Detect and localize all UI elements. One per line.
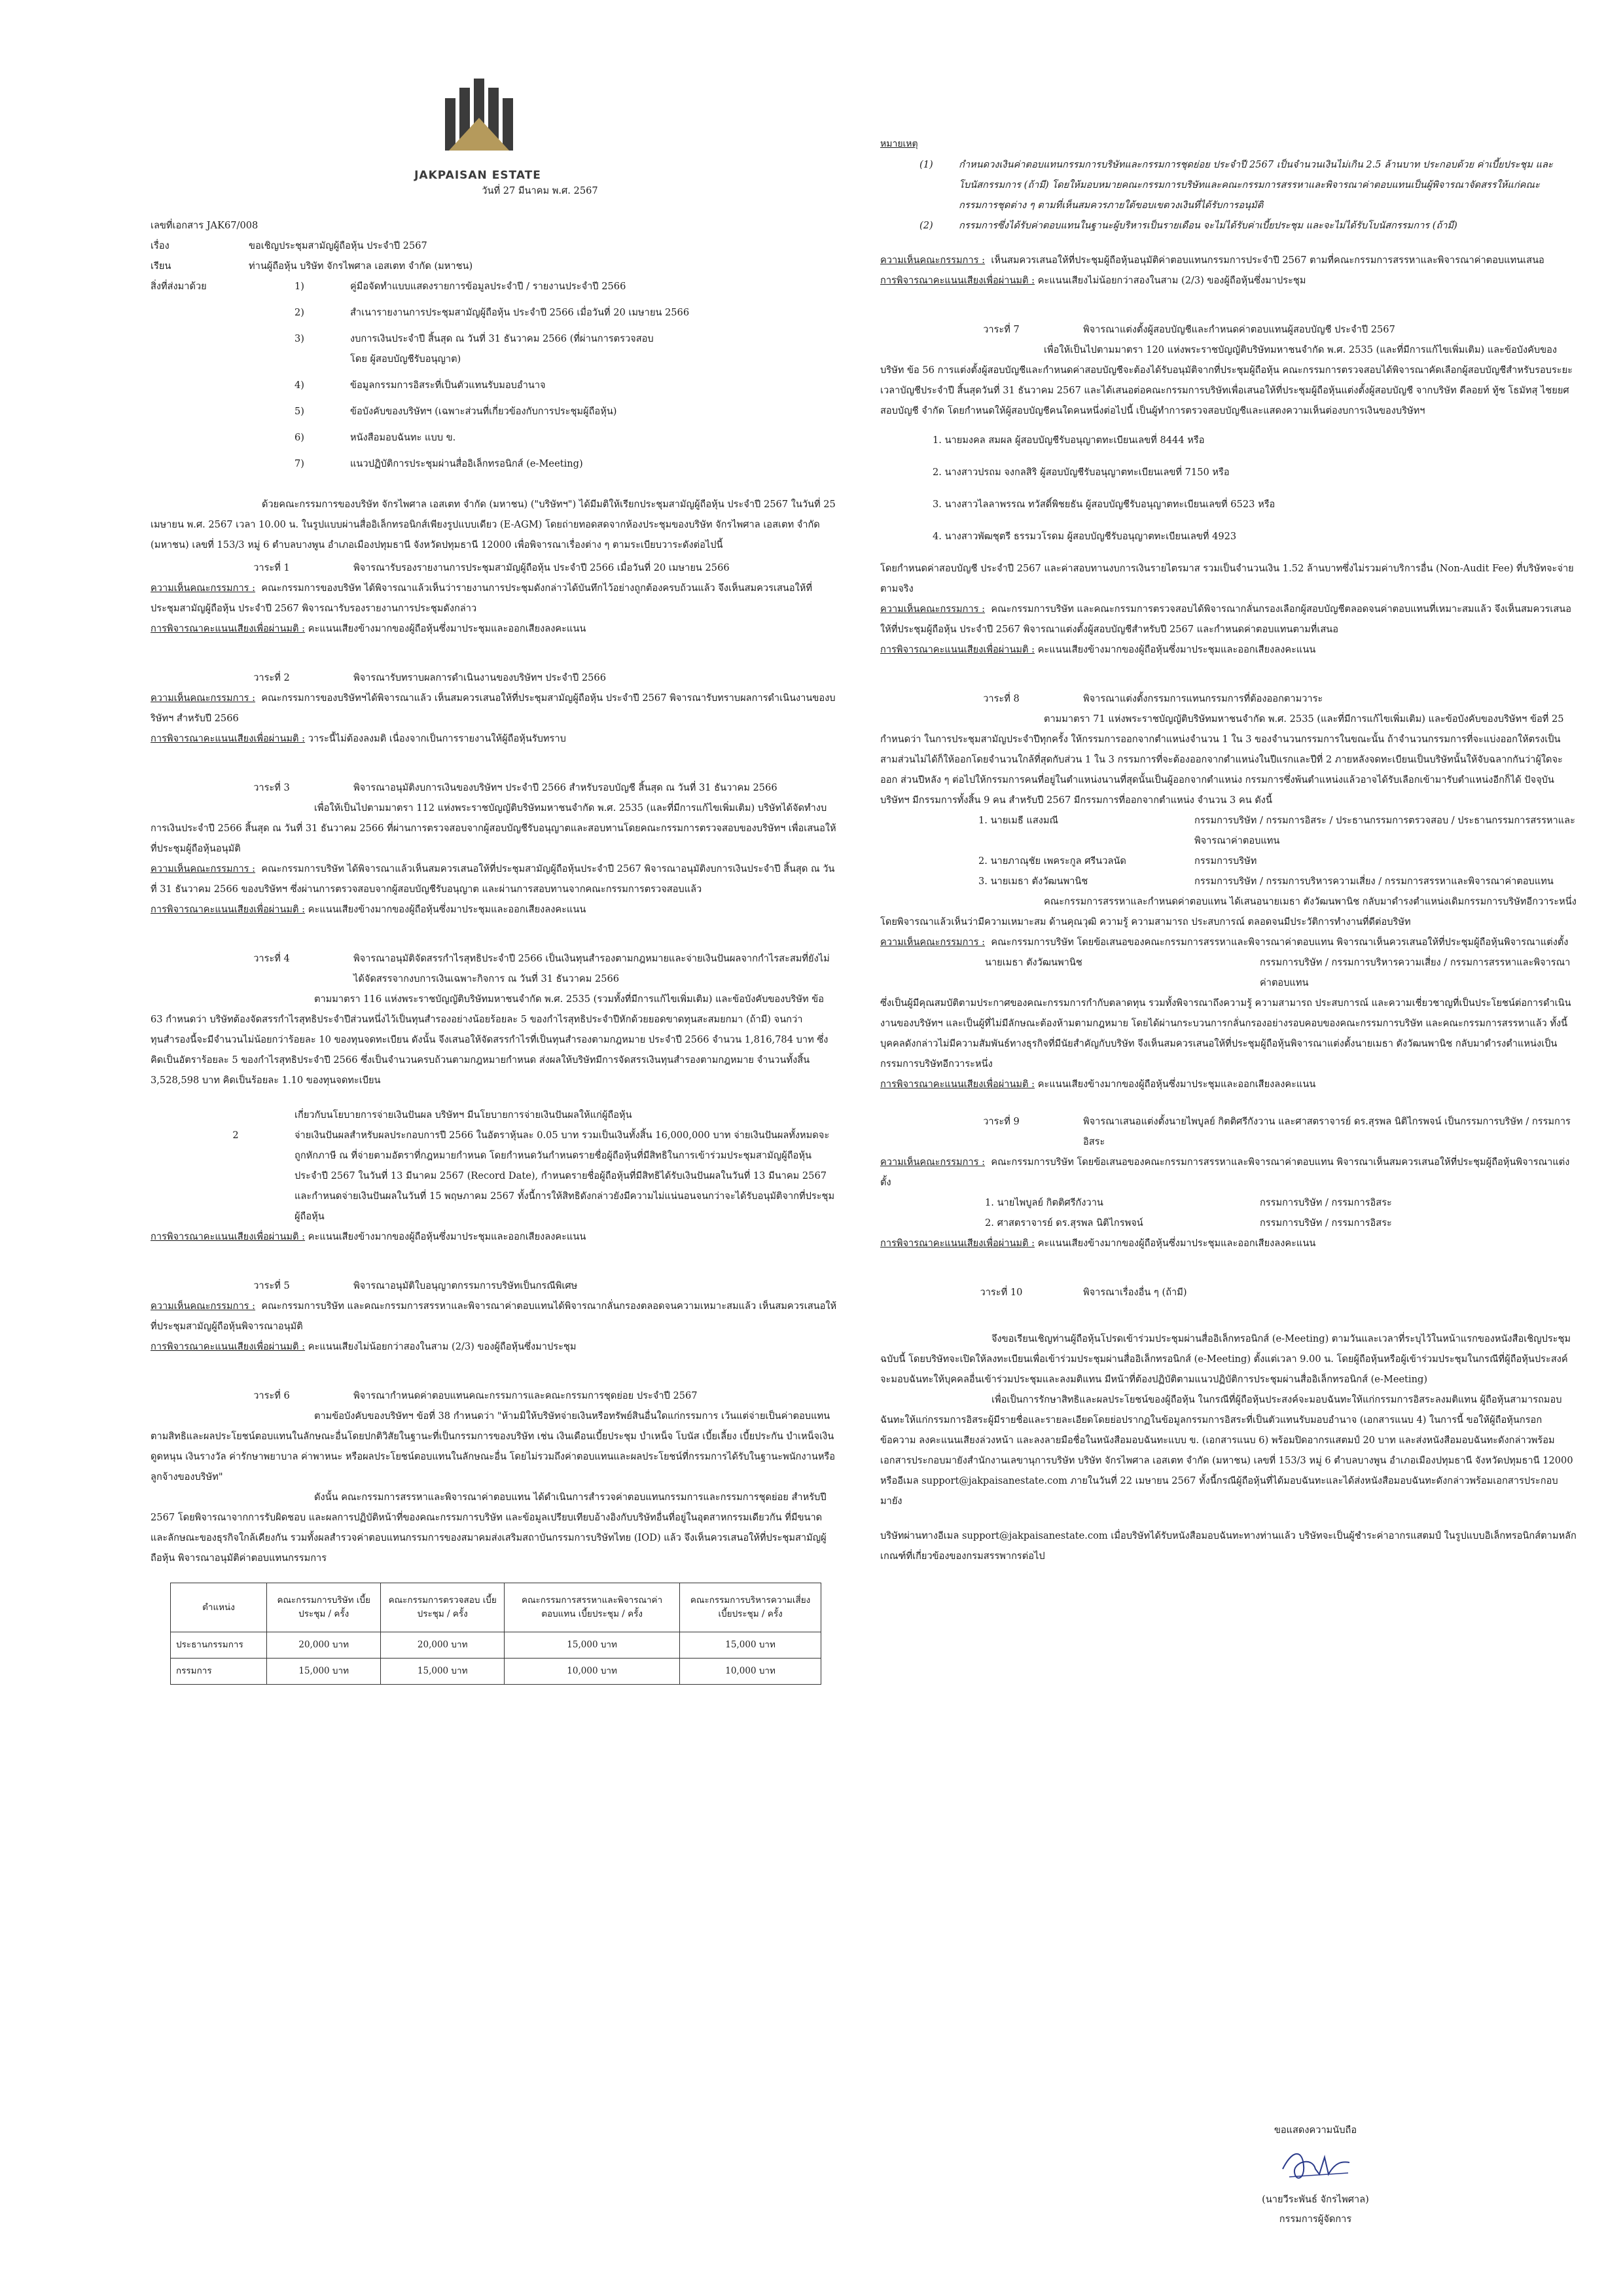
closing-paragraph-1: จึงขอเรียนเชิญท่านผู้ถือหุ้นโปรดเข้าร่วมประชุมผ่านสื่ออิเล็กทรอนิกส์ (e-Meeting) ตามวันและเวลาที่ระบุไว้ในหน้าแรกของหนังสือเชิญประชุมฉบับนี้ โดยบริษัทจะเปิดให้ลงทะเบียนเพื่อเข้าร่วมประชุมผ่านสื่ออิเล็กทรอนิกส์ (e-Meeting) ตั้งแต่เวลา 9.00 น. โดยผู้ถือหุ้นหรือผู้เข้าร่วมประชุมในกรณีที่ผู้ถือหุ้นประสงค์จะมอบฉันทะให้บุคคลอื่นเข้าร่วมประชุมและลงมติแทน มีหน้าที่ต้องปฏิบัติตามแนวปฏิบัติการประชุมผ่านสื่ออิเล็กทรอนิกส์ (e-Meeting)	[880, 1333, 1571, 1385]
company-logo	[419, 79, 537, 151]
nominee-position: กรรมการบริษัท / กรรมการอิสระ	[1260, 1217, 1392, 1229]
agenda-8-body-2: คณะกรรมการสรรหาและกำหนดค่าตอบแทน ได้เสนอนายเมธา ตังวัฒนพานิช กลับมาดำรงตำแหน่งเดิมกรรมการบริษัทอีกวาระหนึ่ง โดยพิจารณาแล้วเห็นว่ามีความเหมาะสม ด้านคุณวุฒิ ความรู้ ความสามารถ ประสบการณ์ ตลอดจนมีประวัติการทำงานที่ดีต่อบริษัท	[880, 896, 1577, 927]
intro-paragraph: ด้วยคณะกรรมการของบริษัท จักรไพศาล เอสเตท จำกัด (มหาชน) ("บริษัทฯ") ได้มีมติให้เรียกประชุมสามัญผู้ถือหุ้น ประจำปี 2567 ในวันที่ 25 เมษายน พ.ศ. 2567 เวลา 10.00 น. ในรูปแบบผ่านสื่ออิเล็กทรอนิกส์เพียงรูปแบบเดียว (E-AGM) โดยถ่ายทอดสดจากห้องประชุมของบริษัท จักรไพศาล เอสเตท จำกัด (มหาชน) เลขที่ 153/3 หมู่ 6 ตำบลบางพูน อำเภอเมืองปทุมธานี จังหวัดปทุมธานี 12000 เพื่อพิจารณาเรื่องต่าง ๆ ตามระเบียบวาระดังต่อไปนี้	[151, 499, 836, 550]
compensation-table	[170, 1583, 821, 1685]
director-name: 1. นายเมธี แสงมณี	[978, 815, 1059, 826]
agenda-number: วาระที่ 3	[253, 782, 290, 793]
agenda-number: วาระที่ 8	[983, 693, 1020, 704]
enclosure-item	[249, 375, 838, 395]
enclosure-text: หนังสือมอบฉันทะ แบบ ข.	[350, 432, 456, 443]
agenda-1-opinion	[151, 578, 838, 619]
enclosure-number: 6)	[294, 432, 304, 443]
enclosure-text: ข้อบังคับของบริษัทฯ (เฉพาะส่วนที่เกี่ยวข้องกับการประชุมผู้ถือหุ้น)	[350, 406, 617, 417]
list-item: 3. นางสาวไลลาพรรณ ทวัสดิ์พิชยธัน ผู้สอบบัญชีรับอนุญาตทะเบียนเลขที่ 6523 หรือ	[933, 499, 1275, 510]
agenda-number: วาระที่ 10	[980, 1287, 1023, 1298]
agenda-title: พิจารณากำหนดค่าตอบแทนคณะกรรมการและคณะกรรมการชุดย่อย ประจำปี 2567	[353, 1390, 698, 1401]
note-item	[919, 215, 1577, 236]
table-row	[171, 1632, 821, 1659]
enclosure-text: สำเนารายงานการประชุมสามัญผู้ถือหุ้น ประจำปี 2566 เมื่อวันที่ 20 เมษายน 2566	[350, 307, 690, 318]
enclosure-text: คู่มือจัดทำแบบแสดงรายการข้อมูลประจำปี / รายงานประจำปี 2566	[350, 281, 626, 292]
right-column	[880, 134, 1577, 1566]
subject-row	[151, 236, 838, 256]
enclosure-number: 1)	[294, 281, 304, 292]
opinion-text: คณะกรรมการของบริษัท ได้พิจารณาแล้วเห็นว่ารายงานการประชุมดังกล่าวได้บันทึกไว้อย่างถูกต้องครบถ้วนแล้ว จึงเห็นสมควรเสนอให้ที่ประชุมสามัญผู้ถือหุ้น ประจำปี 2567 พิจารณารับรองรายงานการประชุมดังกล่าว	[151, 583, 812, 614]
agenda-2-opinion	[151, 688, 838, 728]
table-header: คณะกรรมการบริหารความเสี่ยง เบี้ยประชุม / ครั้ง	[680, 1583, 821, 1632]
table-header: คณะกรรมการสรรหาและพิจารณาค่าตอบแทน เบี้ยประชุม / ครั้ง	[505, 1583, 680, 1632]
vote-label: การพิจารณาคะแนนเสียงเพื่อผ่านมติ :	[151, 623, 306, 634]
dividend-number: 2	[232, 1130, 239, 1141]
opinion-label: ความเห็นคณะกรรมการ :	[880, 603, 986, 615]
left-column	[151, 177, 838, 1685]
enclosure-item	[249, 302, 838, 323]
agenda-title: พิจารณาแต่งตั้งผู้สอบบัญชีและกำหนดค่าตอบแทนผู้สอบบัญชี ประจำปี 2567	[1083, 324, 1395, 335]
vote-text: คะแนนเสียงข้างมากของผู้ถือหุ้นซึ่งมาประชุมและออกเสียงลงคะแนน	[308, 1231, 586, 1242]
agenda-number: วาระที่ 5	[253, 1280, 290, 1291]
vote-label: การพิจารณาคะแนนเสียงเพื่อผ่านมติ :	[880, 275, 1035, 286]
table-cell: 10,000 บาท	[680, 1659, 821, 1685]
list-item: 2. นางสาวปรถม จงกลสิริ ผู้สอบบัญชีรับอนุญาตทะเบียนเลขที่ 7150 หรือ	[933, 467, 1230, 478]
nominee-list	[985, 1193, 1577, 1233]
director-position: กรรมการบริษัท / กรรมการบริหารความเสี่ยง / กรรมการสรรหาและพิจารณาค่าตอบแทน	[1194, 876, 1554, 887]
notes-list	[880, 154, 1577, 236]
table-cell: 15,000 บาท	[505, 1632, 680, 1659]
agenda-8-body-1: ตามมาตรา 71 แห่งพระราชบัญญัติบริษัทมหาชนจำกัด พ.ศ. 2535 (และที่มีการแก้ไขเพิ่มเติม) และข้อบังคับของบริษัทฯ ข้อที่ 25 กำหนดว่า ในการประชุมสามัญประจำปีทุกครั้ง ให้กรรมการออกจากตำแหน่งจำนวน 1 ใน 3 ของจำนวนกรรมการในขณะนั้น ถ้าจำนวนกรรมการที่จะแบ่งออกให้ตรงเป็นสามส่วนไม่ได้ก็ให้ออกโดยจำนวนใกล้ที่สุดกับส่วน 1 ใน 3 กรรมการที่จะต้องออกจากตำแหน่งในปีแรกและปีที่ 2 ภายหลังจดทะเบียนเป็นบริษัทนั้นให้จับฉลากกันว่าผู้ใดจะออก ส่วนปีหลัง ๆ ต่อไปให้กรรมการคนที่อยู่ในตำแหน่งนานที่สุดนั้นเป็นผู้ออกจากตำแหน่ง กรรมการซึ่งพ้นตำแหน่งแล้วอาจได้รับเลือกเข้ามารับตำแหน่งอีกก็ได้ ปัจจุบันบริษัทฯ มีกรรมการทั้งสิ้น 9 คน สำหรับปี 2567 มีกรรมการที่ออกจากตำแหน่ง จำนวน 3 คน ดังนี้	[880, 713, 1564, 806]
agenda-3-vote	[151, 899, 838, 920]
director-name: 3. นายเมธา ตังวัฒนพานิช	[978, 876, 1088, 887]
auditor-list	[933, 430, 1577, 547]
vote-text: คะแนนเสียงไม่น้อยกว่าสองในสาม (2/3) ของผู้ถือหุ้นซึ่งมาประชุม	[1037, 275, 1306, 286]
agenda-title: พิจารณารับทราบผลการดำเนินงานของบริษัทฯ ประจำปี 2566	[353, 672, 607, 683]
nominee-name: 2. ศาสตราจารย์ ดร.สุรพล นิติไกรพจน์	[985, 1217, 1143, 1229]
director-name: 2. นายภาณุชัย เพคระกูล ศรีนวลนัด	[978, 855, 1126, 867]
table-cell: 15,000 บาท	[680, 1632, 821, 1659]
enclosure-number: 2)	[294, 307, 304, 318]
vote-label: การพิจารณาคะแนนเสียงเพื่อผ่านมติ :	[880, 1079, 1035, 1090]
vote-text: คะแนนเสียงข้างมากของผู้ถือหุ้นซึ่งมาประชุมและออกเสียงลงคะแนน	[308, 904, 586, 915]
company-name: JAKPAISAN ESTATE	[414, 169, 541, 182]
agenda-title: พิจารณาอนุมัติจัดสรรกำไรสุทธิประจำปี 2566 เป็นเงินทุนสำรองตามกฎหมายและจ่ายเงินปันผลจากกำไรสะสมที่ยังไม่ได้จัดสรรจากงบการเงินเฉพาะกิจการ ณ วันที่ 31 ธันวาคม 2566	[353, 953, 830, 984]
agenda-7-opinion	[880, 599, 1577, 639]
vote-text: วาระนี้ไม่ต้องลงมติ เนื่องจากเป็นการรายงานให้ผู้ถือหุ้นรับทราบ	[308, 733, 566, 744]
vote-text: คะแนนเสียงไม่น้อยกว่าสองในสาม (2/3) ของผู้ถือหุ้นซึ่งมาประชุม	[308, 1341, 577, 1352]
agenda-7-heading	[880, 319, 1577, 340]
recipient-label: เรียน	[151, 260, 171, 272]
vote-label: การพิจารณาคะแนนเสียงเพื่อผ่านมติ :	[880, 1238, 1035, 1249]
list-item: 4. นางสาวพัฒชุตรี ธรรมวโรดม ผู้สอบบัญชีรับอนุญาตทะเบียนเลขที่ 4923	[933, 531, 1237, 542]
agenda-7-body-2: โดยกำหนดค่าสอบบัญชี ประจำปี 2567 และค่าสอบทานงบการเงินรายไตรมาส รวมเป็นจำนวนเงิน 1.52 ล้านบาทซึ่งไม่รวมค่าบริการอื่น (Non-Audit Fee) ที่บริษัทจะจ่ายตามจริง	[880, 563, 1574, 594]
agenda-9-heading	[880, 1111, 1577, 1152]
enclosure-item	[249, 454, 838, 474]
recipient-text: ท่านผู้ถือหุ้น บริษัท จักรไพศาล เอสเตท จำกัด (มหาชน)	[249, 260, 473, 272]
note-number: (1)	[919, 159, 933, 170]
agenda-7-body-1: เพื่อให้เป็นไปตามมาตรา 120 แห่งพระราชบัญญัติบริษัทมหาชนจำกัด พ.ศ. 2535 (และที่มีการแก้ไขเพิ่มเติม) และข้อบังคับของบริษัท ข้อ 56 การแต่งตั้งผู้สอบบัญชีและกำหนดค่าสอบบัญชีจะต้องได้รับอนุมัติจากที่ประชุมผู้ถือหุ้น คณะกรรมการตรวจสอบได้พิจารณาคัดเลือกผู้สอบบัญชีสำหรับรอบระยะเวลาบัญชีประจำปี สิ้นสุดวันที่ 31 ธันวาคม 2567 และได้เสนอต่อคณะกรรมการบริษัทเพื่อเสนอให้ที่ประชุมผู้ถือหุ้นแต่งตั้งผู้สอบบัญชี จากบริษัท ดีลอยท์ ทู้ช โธมัทสุ ไชยยศ สอบบัญชี จำกัด โดยกำหนดให้ผู้สอบบัญชีคนใดคนหนึ่งต่อไปนี้ เป็นผู้ทำการตรวจสอบบัญชีและแสดงความเห็นต่องบการเงินของบริษัทฯ	[880, 344, 1573, 416]
agenda-8-body-3: ซึ่งเป็นผู้มีคุณสมบัติตามประกาศของคณะกรรมการกำกับตลาดทุน รวมทั้งพิจารณาถึงความรู้ ความสามารถ ประสบการณ์ และความเชี่ยวชาญที่เป็นประโยชน์ต่อการดำเนินงานของบริษัทฯ และเป็นผู้ที่ไม่มีลักษณะต้องห้ามตามกฎหมาย โดยได้ผ่านกระบวนการกลั่นกรองอย่างรอบคอบของคณะกรรมการบริษัท และคณะกรรมการสรรหาแล้ว ทั้งนี้ บุคคลดังกล่าวไม่มีความสัมพันธ์ทางธุรกิจที่มีนัยสำคัญกับบริษัท จึงเห็นสมควรเสนอให้ที่ประชุมผู้ถือหุ้นพิจารณาแต่งตั้งนายเมธา ตังวัฒนพานิช กลับมาดำรงตำแหน่งเป็นกรรมการบริษัทอีกวาระหนึ่ง	[880, 997, 1571, 1069]
retiring-directors	[978, 810, 1577, 891]
agenda-number: วาระที่ 1	[253, 562, 290, 573]
dividend-text: จ่ายเงินปันผลสำหรับผลประกอบการปี 2566 ในอัตราหุ้นละ 0.05 บาท รวมเป็นเงินทั้งสิ้น 16,000,000 บาท จ่ายเงินปันผลทั้งหมดจะถูกหักภาษี ณ ที่จ่ายตามอัตราที่กฎหมายกำหนด โดยกำหนดวันกำหนดรายชื่อผู้ถือหุ้นที่มีสิทธิในการเข้าร่วมประชุมสามัญผู้ถือหุ้น ประจำปี 2567 ในวันที่ 13 มีนาคม 2567 (Record Date), กำหนดรายชื่อผู้ถือหุ้นที่มีสิทธิได้รับเงินปันผลในวันที่ 13 มีนาคม 2567 และกำหนดจ่ายเงินปันผลในวันที่ 15 พฤษภาคม 2567 ทั้งนี้การให้สิทธิดังกล่าวยังมีความไม่แน่นอนจนกว่าจะได้รับอนุมัติจากที่ประชุมผู้ถือหุ้น	[294, 1130, 835, 1222]
director-position: กรรมการบริษัท / กรรมการอิสระ / ประธานกรรมการตรวจสอบ / ประธานกรรมการสรรหาและพิจารณาค่าตอบแทน	[1194, 815, 1575, 846]
agenda-title: พิจารณาอนุมัติใบอนุญาตกรรมการบริษัทเป็นกรณีพิเศษ	[353, 1280, 578, 1291]
vote-label: การพิจารณาคะแนนเสียงเพื่อผ่านมติ :	[151, 733, 306, 744]
agenda-3-opinion	[151, 859, 838, 899]
agenda-9-opinion	[880, 1152, 1577, 1193]
opinion-label: ความเห็นคณะกรรมการ :	[880, 937, 986, 948]
vote-label: การพิจารณาคะแนนเสียงเพื่อผ่านมติ :	[151, 904, 306, 915]
signature-block	[1230, 2121, 1400, 2229]
agenda-5-opinion	[151, 1296, 838, 1336]
signatory-title: กรรมการผู้จัดการ	[1279, 2214, 1352, 2225]
enclosure-item	[249, 401, 838, 422]
table-cell: 15,000 บาท	[381, 1659, 505, 1685]
agenda-5-heading	[151, 1276, 838, 1296]
table-cell: ประธานกรรมการ	[171, 1632, 267, 1659]
opinion-text: คณะกรรมการของบริษัทฯได้พิจารณาแล้ว เห็นสมควรเสนอให้ที่ประชุมสามัญผู้ถือหุ้น ประจำปี 2567 พิจารณารับทราบผลการดำเนินงานของบริษัทฯ สำหรับปี 2566	[151, 692, 836, 724]
vote-label: การพิจารณาคะแนนเสียงเพื่อผ่านมติ :	[880, 644, 1035, 655]
agenda-1-heading	[151, 558, 838, 578]
agenda-title: พิจารณารับรองรายงานการประชุมสามัญผู้ถือหุ้น ประจำปี 2566 เมื่อวันที่ 20 เมษายน 2566	[353, 562, 730, 573]
agenda-4-heading	[151, 948, 838, 989]
list-item: 1. นายมงคล สมผล ผู้สอบบัญชีรับอนุญาตทะเบียนเลขที่ 8444 หรือ	[933, 435, 1205, 446]
enclosure-number: 7)	[294, 458, 304, 469]
table-row	[171, 1659, 821, 1685]
enclosure-item	[249, 276, 838, 296]
agenda-6-body-2: ดังนั้น คณะกรรมการสรรหาและพิจารณาค่าตอบแทน ได้ดำเนินการสำรวจค่าตอบแทนกรรมการและกรรมการชุดย่อย สำหรับปี 2567 โดยพิจารณาจากการรับผิดชอบ และผลการปฏิบัติหน้าที่ของคณะกรรมการบริษัท และข้อมูลเปรียบเทียบอ้างอิงกับบริษัทอื่นที่อยู่ในอุตสาหกรรมเดียวกัน ที่มีขนาดและลักษณะของธุรกิจใกล้เคียงกัน รวมทั้งผลสำรวจค่าตอบแทนกรรมการของสมาคมส่งเสริมสถาบันกรรมการบริษัทไทย (IOD) แล้ว จึงเห็นควรเสนอให้ที่ประชุมสามัญผู้ถือหุ้น พิจารณาอนุมัติค่าตอบแทนกรรมการ	[151, 1492, 827, 1564]
agenda-8-vote	[880, 1074, 1577, 1094]
agenda-3-heading	[151, 778, 838, 798]
agenda-5-vote	[151, 1336, 838, 1357]
agenda-title: พิจารณาแต่งตั้งกรรมการแทนกรรมการที่ต้องออกตามวาระ	[1083, 693, 1323, 704]
vote-text: คะแนนเสียงข้างมากของผู้ถือหุ้นซึ่งมาประชุมและออกเสียงลงคะแนน	[1037, 1079, 1316, 1090]
opinion-label: ความเห็นคณะกรรมการ :	[151, 583, 256, 594]
table-cell: 20,000 บาท	[267, 1632, 381, 1659]
enclosure-text: งบการเงินประจำปี สิ้นสุด ณ วันที่ 31 ธันวาคม 2566 (ที่ผ่านการตรวจสอบโดย ผู้สอบบัญชีรับอนุญาต)	[350, 333, 654, 365]
handwritten-signature	[1276, 2143, 1355, 2189]
enclosure-block	[151, 276, 838, 480]
enclosure-text: แนวปฏิบัติการประชุมผ่านสื่ออิเล็กทรอนิกส์ (e-Meeting)	[350, 458, 583, 469]
agenda-6-body-1: ตามข้อบังคับของบริษัทฯ ข้อที่ 38 กำหนดว่า "ห้ามมิให้บริษัทจ่ายเงินหรือทรัพย์สินอื่นใดแก่กรรมการ เว้นแต่จ่ายเป็นค่าตอบแทนตามสิทธิและผลประโยชน์ตอบแทนในลักษณะอื่นโดยปกติวิสัยในฐานะที่เป็นกรรมการของบริษัท เช่น เงินเดือนเบี้ยประชุม บำเหน็จ โบนัส เบี้ยเลี้ยง เบี้ยประกัน บำเหน็จเงินดูดหนุน เงินรางวัล ค่ารักษาพยาบาล ค่าพาหนะ หรือผลประโยชน์ตอบแทนในลักษณะอื่น โดยไม่รวมถึงค่าตอบแทนและผลประโยชน์ที่กรรมการได้รับในฐานะพนักงานหรือลูกจ้างของบริษัท"	[151, 1410, 836, 1482]
enclosure-text: ข้อมูลกรรมการอิสระที่เป็นตัวแทนรับมอบอำนาจ	[350, 380, 546, 391]
enclosure-number: 5)	[294, 406, 304, 417]
agenda-6-opinion	[880, 250, 1577, 270]
agenda-1-vote	[151, 619, 838, 639]
agenda-3-body: เพื่อให้เป็นไปตามมาตรา 112 แห่งพระราชบัญญัติบริษัทมหาชนจำกัด พ.ศ. 2535 (และที่มีการแก้ไขเพิ่มเติม) บริษัทได้จัดทำงบการเงินประจำปี 2566 สิ้นสุด ณ วันที่ 31 ธันวาคม 2566 ที่ผ่านการตรวจสอบจากผู้สอบบัญชีรับอนุญาตและสอบทานโดยคณะกรรมการตรวจสอบของบริษัทฯ เพื่อเสนอให้ที่ประชุมผู้ถือหุ้นอนุมัติ	[151, 802, 836, 854]
enclosure-number: 4)	[294, 380, 304, 391]
agenda-7-vote	[880, 639, 1577, 660]
closing-paragraph-2: เพื่อเป็นการรักษาสิทธิและผลประโยชน์ของผู้ถือหุ้น ในกรณีที่ผู้ถือหุ้นประสงค์จะมอบฉันทะให้แก่กรรมการอิสระลงมติแทน ผู้ถือหุ้นสามารถมอบฉันทะให้แก่กรรมการอิสระผู้มีรายชื่อและรายละเอียดโดยย่อปรากฏในข้อมูลกรรมการอิสระที่เป็นตัวแทนรับมอบอำนาจ (เอกสารแนบ 4) ในการนี้ ขอให้ผู้ถือหุ้นกรอกข้อความ ลงคะแนนเสียงล่วงหน้า และลงลายมือชื่อในหนังสือมอบฉันทะแบบ ข. (เอกสารแนบ 6) พร้อมปิดอากรแสตมป์ 20 บาท และส่งหนังสือมอบฉันทะดังกล่าวพร้อมเอกสารประกอบมายังสำนักงานเลขานุการบริษัท บริษัท จักรไพศาล เอสเตท จำกัด (มหาชน) เลขที่ 153/3 หมู่ 6 ตำบลบางพูน อำเภอเมืองปทุมธานี จังหวัดปทุมธานี 12000 หรืออีเมล support@jakpaisanestate.com ภายในวันที่ 22 เมษายน 2567 ทั้งนี้กรณีผู้ถือหุ้นที่ได้มอบฉันทะและได้ส่งหนังสือมอบฉันทะดังกล่าวพร้อมเอกสารประกอบมายัง	[880, 1394, 1573, 1507]
table-header: คณะกรรมการตรวจสอบ เบี้ยประชุม / ครั้ง	[381, 1583, 505, 1632]
opinion-text: คณะกรรมการบริษัท โดยข้อเสนอของคณะกรรมการสรรหาและพิจารณาค่าตอบแทน พิจารณาเห็นควรเสนอให้ที่ประชุมผู้ถือหุ้นพิจารณาแต่งตั้ง	[991, 937, 1569, 948]
table-header: คณะกรรมการบริษัท เบี้ยประชุม / ครั้ง	[267, 1583, 381, 1632]
table-cell: กรรมการ	[171, 1659, 267, 1685]
agenda-title: พิจารณาเรื่องอื่น ๆ (ถ้ามี)	[1083, 1287, 1187, 1298]
table-cell: 10,000 บาท	[505, 1659, 680, 1685]
agenda-4-body-1: ตามมาตรา 116 แห่งพระราชบัญญัติบริษัทมหาชนจำกัด พ.ศ. 2535 (รวมทั้งที่มีการแก้ไขเพิ่มเติม) และข้อบังคับของบริษัท ข้อ 63 กำหนดว่า บริษัทต้องจัดสรรกำไรสุทธิประจำปีส่วนหนึ่งไว้เป็นทุนสำรองอย่างน้อยร้อยละ 5 ของกำไรสุทธิประจำปีหักด้วยยอดขาดทุนสะสมยกมา (ถ้ามี) จนกว่าทุนสำรองนี้จะมีจำนวนไม่น้อยกว่าร้อยละ 10 ของทุนจดทะเบียน ดังนั้น จึงเสนอให้จัดสรรกำไรที่เป็นทุนสำรองตามกฎหมาย ประจำปี 2566 จำนวน 1,816,784 บาท ซึ่งคิดเป็นอัตราร้อยละ 5 ของกำไรสุทธิประจำปี 2566 ซึ่งเป็นจำนวนครบถ้วนตามกฎหมายกำหนด ส่งผลให้บริษัทมีการจัดสรรเงินทุนสำรองตามกฎหมาย จำนวนทั้งสิ้น 3,528,598 บาท คิดเป็นร้อยละ 1.10 ของทุนจดทะเบียน	[151, 994, 829, 1086]
agenda-8-opinion	[880, 932, 1577, 952]
enclosure-label: สิ่งที่ส่งมาด้วย	[151, 281, 207, 292]
recipient-row	[151, 256, 838, 276]
subject-text: ขอเชิญประชุมสามัญผู้ถือหุ้น ประจำปี 2567	[249, 240, 427, 251]
agenda-2-vote	[151, 728, 838, 749]
opinion-label: ความเห็นคณะกรรมการ :	[151, 863, 256, 874]
vote-label: การพิจารณาคะแนนเสียงเพื่อผ่านมติ :	[151, 1341, 306, 1352]
enclosure-item	[249, 427, 838, 448]
signatory-name: (นายวีระพันธ์ จักรไพศาล)	[1262, 2194, 1369, 2205]
agenda-title: พิจารณาเสนอแต่งตั้งนายไพบูลย์ กิตติศรีกังวาน และศาสตราจารย์ ดร.สุรพล นิติไกรพจน์ เป็นกรรมการบริษัท / กรรมการอิสระ	[1083, 1116, 1571, 1147]
table-header-row	[171, 1583, 821, 1632]
letter-date: วันที่ 27 มีนาคม พ.ศ. 2567	[482, 185, 598, 196]
opinion-text: คณะกรรมการบริษัท ได้พิจารณาแล้วเห็นสมควรเสนอให้ที่ประชุมสามัญผู้ถือหุ้นประจำปี 2567 พิจารณาอนุมัติงบการเงินประจำปี สิ้นสุด ณ วันที่ 31 ธันวาคม 2566 ของบริษัทฯ ซึ่งผ่านการตรวจสอบจากผู้สอบบัญชีรับอนุญาต และผ่านการสอบทานจากคณะกรรมการตรวจสอบแล้ว	[151, 863, 835, 895]
opinion-text: เห็นสมควรเสนอให้ที่ประชุมผู้ถือหุ้นอนุมัติค่าตอบแทนกรรมการประจำปี 2567 ตามที่คณะกรรมการสรรหาและพิจารณาค่าตอบแทนเสนอ	[991, 255, 1544, 266]
agenda-4-dividend	[151, 1125, 838, 1227]
opinion-label: ความเห็นคณะกรรมการ :	[880, 255, 986, 266]
opinion-label: ความเห็นคณะกรรมการ :	[880, 1157, 986, 1168]
agenda-number: วาระที่ 9	[983, 1116, 1020, 1127]
subject-label: เรื่อง	[151, 240, 169, 251]
note-item	[919, 154, 1577, 215]
document-number: เลขที่เอกสาร JAK67/008	[151, 220, 259, 231]
nominee-row	[985, 952, 1577, 993]
opinion-label: ความเห็นคณะกรรมการ :	[151, 1300, 256, 1312]
note-text: กำหนดวงเงินค่าตอบแทนกรรมการบริษัทและกรรมการชุดย่อย ประจำปี 2567 เป็นจำนวนเงินไม่เกิน 2.5 ล้านบาท ประกอบด้วย ค่าเบี้ยประชุม และ โบนัสกรรมการ (ถ้ามี) โดยให้มอบหมายคณะกรรมการบริษัทและคณะกรรมการสรรหาและพิจารณาค่าตอบแทนเป็นผู้พิจารณาจัดสรรให้แก่คณะกรรมการชุดต่าง ๆ ตามที่เห็นสมควรภายใต้ขอบเขตวงเงินที่ได้รับการอนุมัติ	[959, 159, 1553, 211]
enclosure-number: 3)	[294, 333, 304, 344]
director-position: กรรมการบริษัท	[1194, 855, 1257, 867]
agenda-4-dividend-intro: เกี่ยวกับนโยบายการจ่ายเงินปันผล บริษัทฯ มีนโยบายการจ่ายเงินปันผลให้แก่ผู้ถือหุ้น	[294, 1109, 632, 1121]
vote-text: คะแนนเสียงข้างมากของผู้ถือหุ้นซึ่งมาประชุมและออกเสียงลงคะแนน	[1037, 644, 1316, 655]
opinion-text: คณะกรรมการบริษัท และคณะกรรมการตรวจสอบได้พิจารณากลั่นกรองเลือกผู้สอบบัญชีตลอดจนค่าตอบแทนที่เหมาะสมแล้ว จึงเห็นสมควรเสนอให้ที่ประชุมผู้ถือหุ้น ประจำปี 2567 พิจารณาแต่งตั้งผู้สอบบัญชีสำหรับปี 2567 และกำหนดค่าตอบแทนตามที่เสนอ	[880, 603, 1571, 635]
nominee-position: กรรมการบริษัท / กรรมการบริหารความเสี่ยง / กรรมการสรรหาและพิจารณาค่าตอบแทน	[1260, 957, 1571, 988]
nominee-name: 1. นายไพบูลย์ กิตติศรีกังวาน	[985, 1197, 1103, 1208]
agenda-4-vote	[151, 1227, 838, 1247]
agenda-number: วาระที่ 6	[253, 1390, 290, 1401]
note-text: กรรมการซึ่งได้รับค่าตอบแทนในฐานะผู้บริหารเป็นรายเดือน จะไม่ได้รับค่าเบี้ยประชุม และจะไม่ได้รับโบนัสกรรมการ (ถ้ามี)	[959, 220, 1457, 231]
opinion-text: คณะกรรมการบริษัท โดยข้อเสนอของคณะกรรมการสรรหาและพิจารณาค่าตอบแทน พิจารณาเห็นสมควรเสนอให้ที่ประชุมผู้ถือหุ้นพิจารณาแต่งตั้ง	[880, 1157, 1570, 1188]
agenda-10-heading	[880, 1282, 1577, 1302]
opinion-text: คณะกรรมการบริษัท และคณะกรรมการสรรหาและพิจารณาค่าตอบแทนได้พิจารณากลั่นกรองตลอดจนความเหมาะสมแล้ว เห็นสมควรเสนอให้ที่ประชุมสามัญผู้ถือหุ้นพิจารณาอนุมัติ	[151, 1300, 837, 1332]
nominee-position: กรรมการบริษัท / กรรมการอิสระ	[1260, 1197, 1392, 1208]
table-header: ตำแหน่ง	[171, 1583, 267, 1632]
vote-text: คะแนนเสียงข้างมากของผู้ถือหุ้นซึ่งมาประชุมและออกเสียงลงคะแนน	[1037, 1238, 1316, 1249]
notes-title: หมายเหตุ	[880, 139, 918, 149]
agenda-title: พิจารณาอนุมัติงบการเงินของบริษัทฯ ประจำปี 2566 สำหรับรอบบัญชี สิ้นสุด ณ วันที่ 31 ธันวาคม 2566	[353, 782, 777, 793]
vote-text: คะแนนเสียงข้างมากของผู้ถือหุ้นซึ่งมาประชุมและออกเสียงลงคะแนน	[308, 623, 586, 634]
table-cell: 20,000 บาท	[381, 1632, 505, 1659]
opinion-label: ความเห็นคณะกรรมการ :	[151, 692, 256, 704]
closing-paragraph-3: บริษัทผ่านทางอีเมล support@jakpaisanestate.com เมื่อบริษัทได้รับหนังสือมอบฉันทะทางท่านแล้ว บริษัทจะเป็นผู้ชำระค่าอากรแสตมป์ ในรูปแบบอิเล็กทรอนิกส์ตามหลักเกณฑ์ที่เกี่ยวข้องของกรมสรรพากรต่อไป	[880, 1530, 1577, 1562]
agenda-number: วาระที่ 7	[983, 324, 1020, 335]
agenda-2-heading	[151, 668, 838, 688]
regards-text: ขอแสดงความนับถือ	[1274, 2125, 1357, 2136]
agenda-number: วาระที่ 4	[253, 953, 290, 964]
vote-label: การพิจารณาคะแนนเสียงเพื่อผ่านมติ :	[151, 1231, 306, 1242]
agenda-number: วาระที่ 2	[253, 672, 290, 683]
enclosure-item	[249, 329, 838, 369]
agenda-9-vote	[880, 1233, 1577, 1253]
note-number: (2)	[919, 220, 933, 231]
agenda-6-heading	[151, 1386, 838, 1406]
table-cell: 15,000 บาท	[267, 1659, 381, 1685]
agenda-8-heading	[880, 689, 1577, 709]
nominee-name: นายเมธา ตังวัฒนพานิช	[985, 957, 1082, 968]
agenda-6-vote	[880, 270, 1577, 291]
